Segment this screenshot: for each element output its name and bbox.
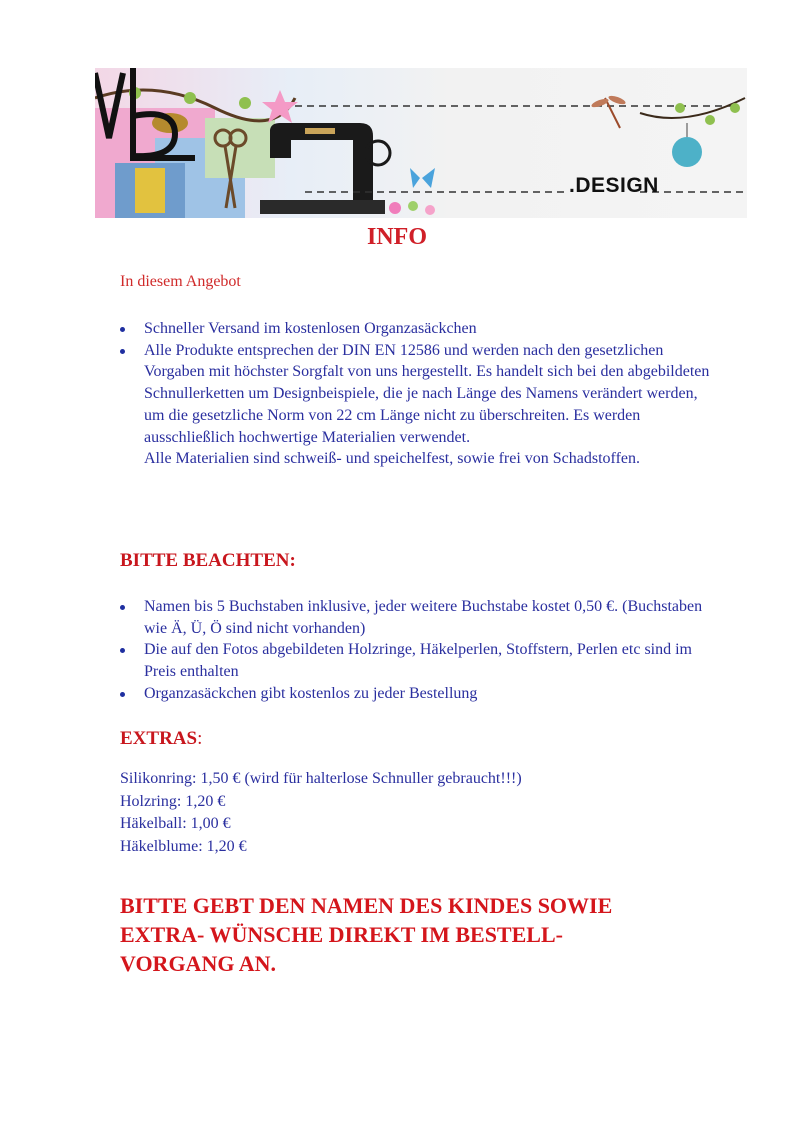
extras-heading-colon: :	[197, 728, 203, 749]
extras-item: Häkelball: 1,00 €	[120, 815, 231, 832]
thread-spool-icon	[135, 168, 165, 213]
list-item-text: Alle Produkte entsprechen der DIN EN 12586 und werden nach den gesetzlichen Vorgaben mit höchster Sorgfalt von uns hergestellt. Es handelt sich bei den abgebildeten Schnullerketten um Designbeispiele, die je nach Länge des Namens verändert werden, um die gesetzliche Norm von 22 cm Länge nicht zu überschreiten. Es werden ausschließlich hochwertige Materialien verwendet.	[144, 341, 710, 446]
leaf-icon	[730, 103, 740, 113]
extras-list	[120, 768, 522, 858]
list-item-text: Organzasäckchen gibt kostenlos zu jeder Bestellung	[144, 684, 478, 702]
extras-heading	[120, 728, 202, 750]
page-title: INFO	[367, 224, 427, 250]
leaf-icon	[705, 115, 715, 125]
logo-text: .DESIGN	[569, 174, 659, 197]
fabric-patch-green	[205, 118, 275, 178]
list-item	[120, 639, 720, 682]
leaf-icon	[239, 97, 251, 109]
header-banner	[95, 68, 747, 218]
logo-mark	[95, 68, 205, 168]
butterfly-icon	[410, 168, 435, 188]
extras-item: Häkelblume: 1,20 €	[120, 837, 247, 855]
leaf-icon	[675, 103, 685, 113]
dragonfly-icon	[591, 94, 627, 128]
footer-notice: BITTE GEBT DEN NAMEN DES KINDES SOWIE EXTRA- WÜNSCHE DIREKT IM BESTELL- VORGANG AN.	[120, 893, 613, 976]
list-item	[120, 596, 720, 639]
extras-item: Holzring: 1,20 €	[120, 792, 226, 810]
list-item	[120, 318, 710, 340]
beachten-heading: BITTE BEACHTEN:	[120, 550, 296, 571]
extras-heading-text: EXTRAS	[120, 728, 198, 749]
extras-item: Silikonring: 1,50 € (wird für halterlose Schnuller gebraucht!!!)	[120, 770, 522, 787]
list-item-text: Alle Materialien sind schweiß- und speichelfest, sowie frei von Schadstoffen.	[144, 450, 641, 468]
offer-list	[120, 318, 710, 470]
ornament-ball-icon	[672, 137, 702, 167]
branch-right	[640, 98, 745, 118]
flower-icon	[389, 202, 401, 214]
list-item-text: Die auf den Fotos abgebildeten Holzringe, Häkelperlen, Stoffstern, Perlen etc sind im Preis enthalten	[144, 641, 692, 681]
beachten-list	[120, 596, 720, 705]
list-item-text: Namen bis 5 Buchstaben inklusive, jeder weitere Buchstabe kostet 0,50 €. (Buchstaben wie Ä, Ü, Ö sind nicht vorhanden)	[144, 598, 703, 637]
list-item-text: Schneller Versand im kostenlosen Organzasäckchen	[144, 320, 477, 337]
list-item	[120, 340, 710, 470]
list-item	[120, 683, 720, 705]
intro-text: In diesem Angebot	[120, 273, 241, 290]
sewing-machine-icon	[260, 123, 390, 214]
